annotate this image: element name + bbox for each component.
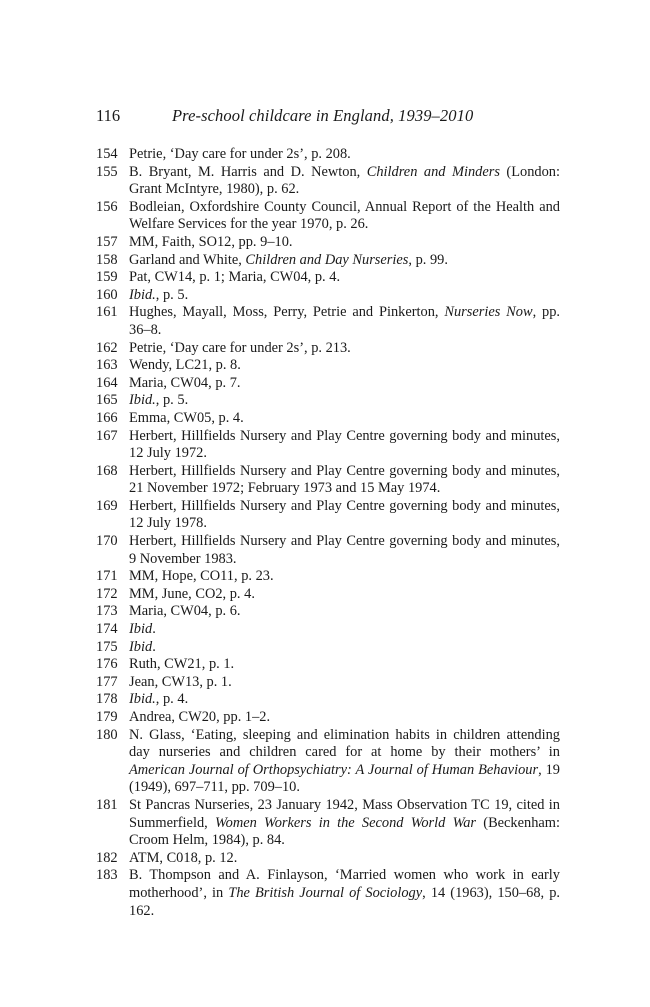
endnote-175	[96, 639, 560, 657]
endnote-number: 174	[96, 621, 118, 638]
endnote-158	[96, 252, 560, 270]
endnote-number: 154	[96, 146, 118, 162]
endnote-number: 177	[96, 673, 118, 690]
note-text-run: , 14 (1963), 150–68, p. 162.	[129, 884, 561, 919]
endnote-text	[129, 199, 560, 234]
endnote-number: 180	[96, 726, 118, 743]
note-text-run: N. Glass, ‘Eating, sleeping and elimination habits in children attending day nurseries and children cared for at home by their mothers’ in	[129, 726, 560, 761]
endnote-179	[96, 709, 560, 727]
endnote-number: 182	[96, 849, 118, 866]
endnote-text	[129, 375, 560, 393]
note-text-run: , pp. 36–8.	[129, 304, 560, 338]
note-text-run: Andrea, CW20, pp. 1–2.	[129, 709, 271, 725]
note-text-run: Hughes, Mayall, Moss, Perry, Petrie and Pinkerton,	[129, 304, 445, 321]
endnote-157	[96, 234, 560, 252]
endnote-text	[129, 304, 560, 339]
endnote-text	[129, 586, 560, 604]
endnote-text	[129, 691, 560, 709]
note-text-run: , 19 (1949), 697–711, pp. 709–10.	[129, 761, 560, 796]
italic-title: Ibid	[129, 638, 153, 655]
endnote-number: 173	[96, 603, 118, 620]
endnote-171	[96, 568, 560, 586]
endnote-text	[129, 269, 560, 287]
note-text-run: Petrie, ‘Day care for under 2s’, p. 208.	[129, 146, 351, 162]
note-text-run: Herbert, Hillfields Nursery and Play Centre governing body and minutes, 21 November 1972; February 1973 and 15 May 1974.	[129, 462, 560, 497]
italic-title: Ibid.	[129, 286, 156, 303]
endnote-text	[129, 252, 560, 270]
running-title: Pre-school childcare in England, 1939–2010	[172, 106, 474, 125]
endnote-177	[96, 674, 560, 692]
italic-title: Children and Minders	[366, 163, 500, 180]
endnote-text	[129, 340, 560, 358]
endnote-text	[129, 674, 560, 692]
endnote-182	[96, 850, 560, 868]
endnote-number: 161	[96, 304, 118, 321]
endnote-number: 155	[96, 163, 118, 180]
endnote-text	[129, 357, 560, 375]
endnote-172	[96, 586, 560, 604]
endnote-number: 162	[96, 339, 118, 356]
endnote-text	[129, 850, 560, 868]
endnote-174	[96, 621, 560, 639]
endnotes-list	[96, 146, 560, 920]
endnote-178	[96, 691, 560, 709]
endnote-number: 157	[96, 233, 118, 250]
endnote-text	[129, 410, 560, 428]
page-number: 116	[96, 106, 121, 125]
note-text-run: Herbert, Hillfields Nursery and Play Centre governing body and minutes, 12 July 1978.	[129, 497, 560, 532]
note-text-run: Pat, CW14, p. 1; Maria, CW04, p. 4.	[129, 269, 341, 286]
endnote-159	[96, 269, 560, 287]
note-text-run: Bodleian, Oxfordshire County Council, Annual Report of the Health and Welfare Services for the year 1970, p. 26.	[129, 198, 560, 233]
endnote-text	[129, 603, 560, 621]
page-header	[96, 106, 473, 126]
endnote-text	[129, 639, 560, 657]
endnote-161	[96, 304, 560, 339]
note-text-run: Emma, CW05, p. 4.	[129, 409, 244, 426]
endnote-number: 163	[96, 357, 118, 374]
note-text-run: .	[152, 621, 156, 638]
note-text-run: St Pancras Nurseries, 23 January 1942, Mass Observation TC 19, cited in Summerfield,	[129, 796, 560, 831]
endnote-text	[129, 621, 560, 639]
endnote-number: 156	[96, 198, 118, 215]
endnote-183	[96, 867, 560, 920]
endnote-text	[129, 164, 560, 199]
italic-title: The British Journal of Sociology	[228, 884, 423, 901]
endnote-number: 165	[96, 392, 118, 409]
note-text-run: (Beckenham: Croom Helm, 1984), p. 84.	[129, 814, 560, 849]
endnote-156	[96, 199, 560, 234]
note-text-run: Herbert, Hillfields Nursery and Play Centre governing body and minutes, 12 July 1972.	[129, 427, 560, 462]
endnote-text	[129, 146, 560, 164]
endnote-number: 159	[96, 269, 118, 286]
italic-title: Nurseries Now	[444, 304, 533, 321]
endnote-text	[129, 234, 560, 252]
endnote-number: 175	[96, 638, 118, 655]
note-text-run: B. Thompson and A. Finlayson, ‘Married women who work in early motherhood’, in	[129, 867, 560, 901]
note-text-run: Garland and White,	[129, 251, 246, 268]
italic-title: Children and Day Nurseries	[245, 251, 409, 268]
endnote-163	[96, 357, 560, 375]
endnote-155	[96, 164, 560, 199]
endnote-number: 158	[96, 251, 118, 268]
endnote-text	[129, 568, 560, 586]
endnote-text	[129, 797, 560, 850]
endnote-text	[129, 709, 560, 727]
endnote-number: 164	[96, 374, 118, 391]
endnote-text	[129, 867, 560, 920]
endnote-number: 171	[96, 568, 118, 585]
endnote-text	[129, 392, 560, 410]
endnote-154	[96, 146, 560, 164]
note-text-run: , p. 5.	[155, 392, 189, 409]
endnote-164	[96, 375, 560, 393]
endnote-number: 168	[96, 462, 118, 479]
endnote-166	[96, 410, 560, 428]
endnote-text	[129, 533, 560, 568]
endnote-text	[129, 463, 560, 498]
note-text-run: Wendy, LC21, p. 8.	[129, 357, 241, 374]
endnote-number: 166	[96, 409, 118, 426]
note-text-run: Maria, CW04, p. 6.	[129, 603, 241, 620]
endnote-text	[129, 498, 560, 533]
endnote-173	[96, 603, 560, 621]
endnote-165	[96, 392, 560, 410]
endnote-167	[96, 428, 560, 463]
endnote-162	[96, 340, 560, 358]
note-text-run: Maria, CW04, p. 7.	[129, 374, 241, 391]
endnote-number: 172	[96, 585, 118, 602]
endnote-number: 167	[96, 427, 118, 444]
italic-title: Ibid.	[129, 691, 156, 708]
note-text-run: , p. 5.	[155, 286, 189, 303]
italic-title: Women Workers in the Second World War	[214, 814, 477, 831]
endnote-number: 160	[96, 286, 118, 303]
note-text-run: Petrie, ‘Day care for under 2s’, p. 213.	[129, 339, 351, 356]
endnote-number: 181	[96, 796, 118, 813]
note-text-run: Herbert, Hillfields Nursery and Play Centre governing body and minutes, 9 November 1983.	[129, 533, 560, 567]
endnote-number: 179	[96, 709, 118, 725]
endnote-number: 170	[96, 533, 118, 550]
endnote-176	[96, 656, 560, 674]
note-text-run: Ruth, CW21, p. 1.	[129, 656, 235, 673]
endnote-number: 178	[96, 691, 118, 708]
note-text-run: , p. 99.	[408, 251, 448, 268]
italic-title: American Journal of Orthopsychiatry: A Journal of Human Behaviour	[129, 761, 539, 778]
endnote-169	[96, 498, 560, 533]
note-text-run: .	[152, 638, 156, 655]
italic-title: Ibid.	[129, 392, 156, 409]
endnote-text	[129, 656, 560, 674]
endnote-number: 169	[96, 497, 118, 514]
endnote-170	[96, 533, 560, 568]
endnote-168	[96, 463, 560, 498]
endnote-160	[96, 287, 560, 305]
endnote-text	[129, 428, 560, 463]
note-text-run: MM, June, CO2, p. 4.	[129, 585, 255, 602]
endnote-181	[96, 797, 560, 850]
endnote-number: 183	[96, 867, 118, 884]
endnote-180	[96, 727, 560, 797]
endnote-text	[129, 727, 560, 797]
note-text-run: , p. 4.	[155, 691, 189, 708]
endnote-text	[129, 287, 560, 305]
endnote-number: 176	[96, 656, 118, 673]
note-text-run: ATM, C018, p. 12.	[129, 849, 238, 866]
note-text-run: MM, Hope, CO11, p. 23.	[129, 568, 274, 585]
note-text-run: B. Bryant, M. Harris and D. Newton,	[129, 163, 367, 180]
note-text-run: MM, Faith, SO12, pp. 9–10.	[129, 233, 293, 250]
italic-title: Ibid	[129, 621, 153, 638]
note-text-run: (London: Grant McIntyre, 1980), p. 62.	[129, 163, 560, 198]
note-text-run: Jean, CW13, p. 1.	[129, 673, 232, 690]
